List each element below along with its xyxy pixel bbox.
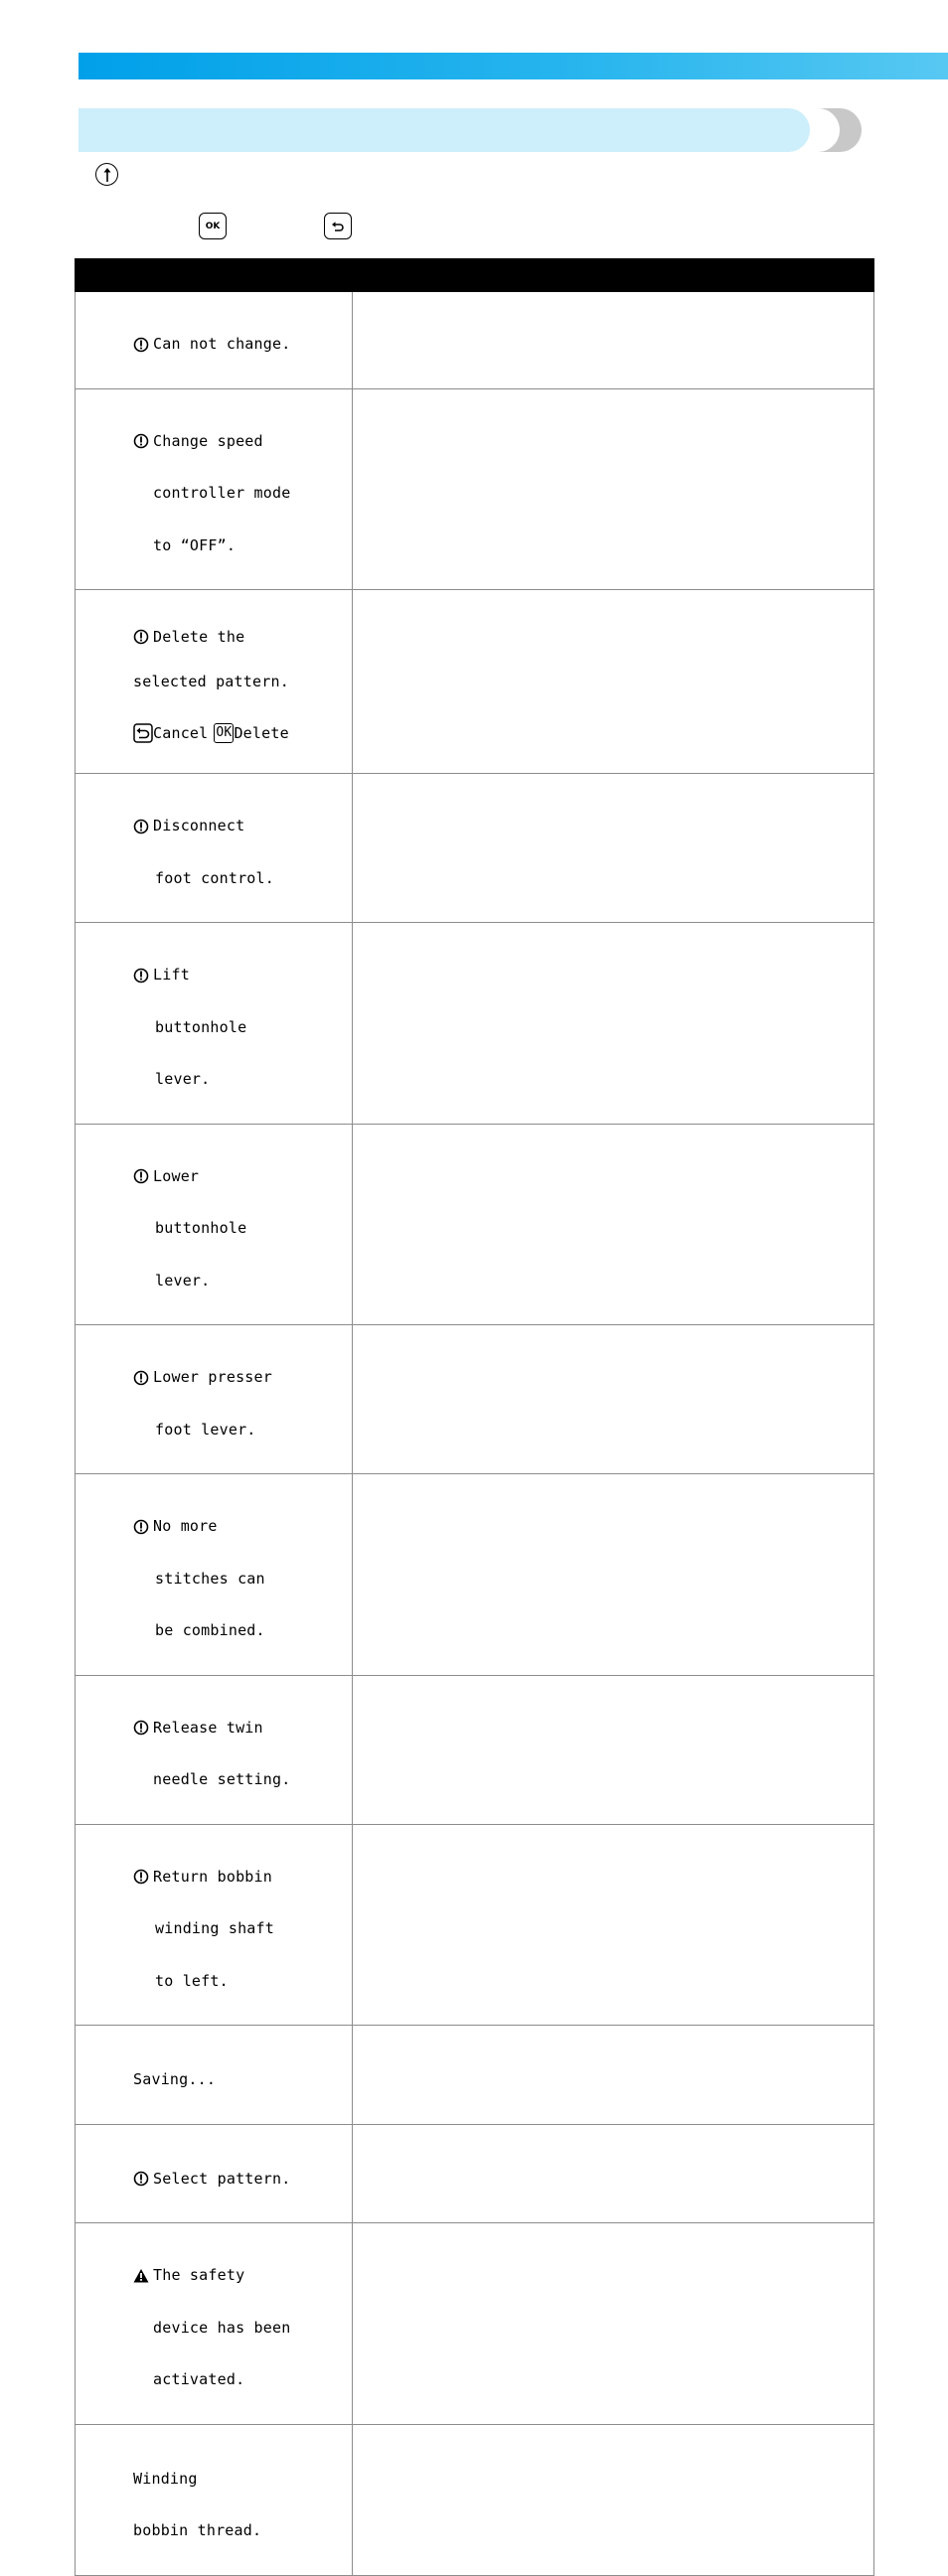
back-key-icon bbox=[133, 723, 153, 743]
error-icon bbox=[133, 433, 149, 449]
description-cell bbox=[353, 2223, 874, 2425]
error-icon bbox=[133, 337, 149, 353]
error-icon bbox=[133, 1519, 149, 1535]
message-line: The safety bbox=[153, 2266, 245, 2284]
message-line: Select pattern. bbox=[153, 2169, 291, 2188]
message-line: winding shaft bbox=[155, 1919, 274, 1937]
message-cell bbox=[76, 2124, 353, 2223]
info-icon bbox=[95, 163, 118, 186]
table-row bbox=[76, 1675, 874, 1824]
message-line: Can not change. bbox=[153, 335, 291, 353]
message-cell bbox=[76, 2424, 353, 2575]
description-cell bbox=[353, 774, 874, 923]
message-cell bbox=[76, 774, 353, 923]
description-cell bbox=[353, 1675, 874, 1824]
cancel-label: Cancel bbox=[153, 723, 209, 742]
message-line: needle setting. bbox=[153, 1770, 291, 1788]
table-row bbox=[76, 2424, 874, 2575]
message-cell bbox=[76, 1824, 353, 2026]
message-line: Disconnect bbox=[153, 817, 245, 834]
error-icon bbox=[133, 629, 149, 645]
message-line: Saving... bbox=[133, 2070, 217, 2088]
message-line: device has been bbox=[153, 2318, 291, 2337]
message-line: Release twin bbox=[153, 1718, 263, 1737]
description-cell bbox=[353, 590, 874, 774]
description-cell bbox=[353, 1325, 874, 1474]
error-icon bbox=[133, 1370, 149, 1386]
message-line: Winding bbox=[133, 2469, 198, 2488]
message-table bbox=[75, 258, 874, 2576]
message-line: Lower presser bbox=[153, 1368, 272, 1386]
message-cell bbox=[76, 923, 353, 1125]
table-row bbox=[76, 923, 874, 1125]
table-row bbox=[76, 590, 874, 774]
message-line: selected pattern. bbox=[133, 673, 289, 690]
message-line: foot lever. bbox=[155, 1420, 256, 1439]
message-cell bbox=[76, 2026, 353, 2125]
description-cell bbox=[353, 1124, 874, 1325]
table-row bbox=[76, 1824, 874, 2026]
error-icon bbox=[133, 968, 149, 984]
table-row bbox=[76, 1474, 874, 1676]
table-row bbox=[76, 388, 874, 590]
message-cell bbox=[76, 1675, 353, 1824]
message-line: buttonhole bbox=[155, 1219, 247, 1237]
message-line: buttonhole bbox=[155, 1017, 247, 1036]
description-cell bbox=[353, 2124, 874, 2223]
message-line: activated. bbox=[153, 2370, 245, 2388]
description-cell bbox=[353, 923, 874, 1125]
message-cell bbox=[76, 2223, 353, 2425]
error-icon bbox=[133, 1168, 149, 1184]
description-cell bbox=[353, 388, 874, 590]
message-line: to “OFF”. bbox=[153, 535, 237, 554]
message-line: Lift bbox=[153, 966, 190, 984]
header-cell-description bbox=[353, 259, 874, 292]
section-heading-band bbox=[79, 108, 862, 152]
error-icon bbox=[133, 1869, 149, 1885]
message-line: bobbin thread. bbox=[133, 2521, 262, 2539]
message-cell bbox=[76, 1474, 353, 1676]
header-color-bar bbox=[79, 53, 948, 79]
error-icon bbox=[133, 1720, 149, 1736]
message-cell bbox=[76, 1325, 353, 1474]
description-cell bbox=[353, 1824, 874, 2026]
message-line: Return bobbin bbox=[153, 1867, 272, 1886]
message-line: Delete the bbox=[153, 627, 245, 646]
warning-icon bbox=[133, 2268, 149, 2284]
ok-key-icon: OK bbox=[199, 213, 227, 239]
table-row bbox=[76, 1325, 874, 1474]
message-line: Change speed bbox=[153, 431, 263, 450]
table-row bbox=[76, 2124, 874, 2223]
message-line: lever. bbox=[155, 1271, 211, 1289]
description-cell bbox=[353, 2026, 874, 2125]
table-row bbox=[76, 292, 874, 389]
table-row bbox=[76, 774, 874, 923]
header-cell-message bbox=[76, 259, 353, 292]
message-line: be combined. bbox=[155, 1621, 265, 1639]
table-header-row bbox=[76, 259, 874, 292]
error-icon bbox=[133, 2171, 149, 2187]
message-line: stitches can bbox=[155, 1569, 265, 1588]
table-row bbox=[76, 1124, 874, 1325]
message-cell bbox=[76, 388, 353, 590]
message-line: Lower bbox=[153, 1166, 200, 1185]
table-row bbox=[76, 2026, 874, 2125]
message-cell bbox=[76, 292, 353, 389]
delete-label: Delete bbox=[234, 723, 289, 742]
message-line: to left. bbox=[155, 1971, 229, 1990]
table-row bbox=[76, 2223, 874, 2425]
message-line: lever. bbox=[155, 1070, 211, 1088]
message-line: controller mode bbox=[153, 484, 291, 502]
description-cell bbox=[353, 292, 874, 389]
ok-key-icon: OK bbox=[214, 723, 234, 743]
message-line: foot control. bbox=[155, 868, 274, 887]
back-key-icon bbox=[324, 213, 352, 239]
message-line: No more bbox=[153, 1517, 218, 1535]
error-icon bbox=[133, 819, 149, 834]
message-cell bbox=[76, 1124, 353, 1325]
description-cell bbox=[353, 2424, 874, 2575]
message-cell bbox=[76, 590, 353, 774]
description-cell bbox=[353, 1474, 874, 1676]
